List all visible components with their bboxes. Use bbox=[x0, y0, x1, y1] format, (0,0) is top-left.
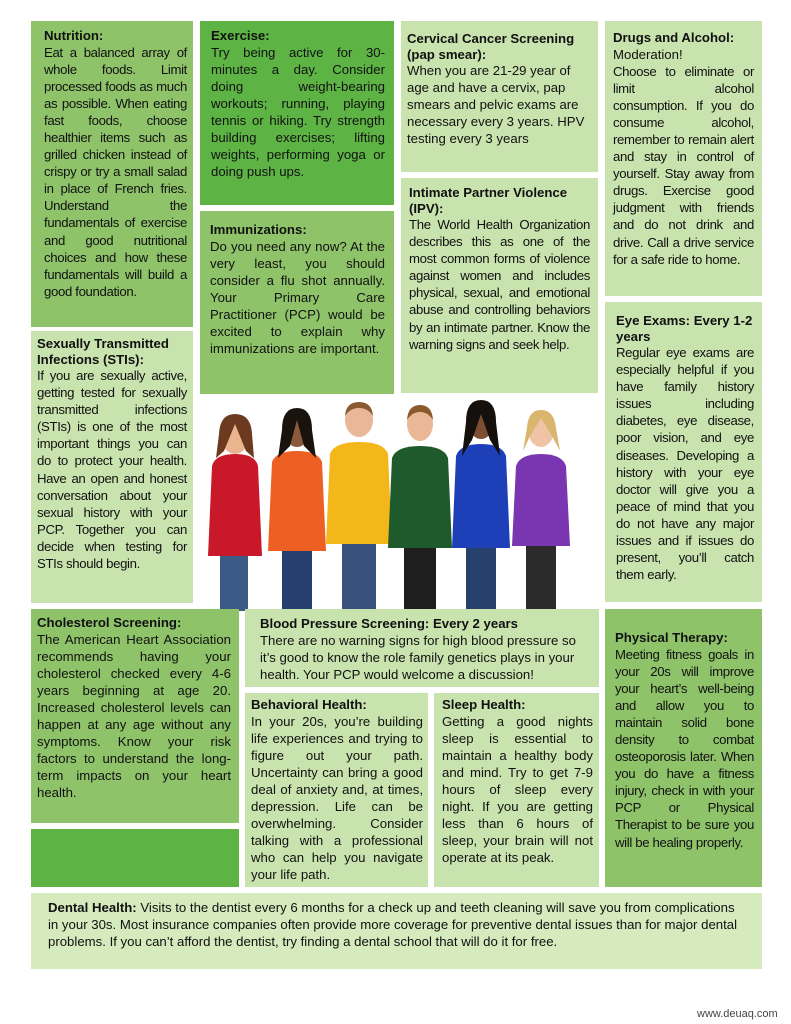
drugs-alcohol-card bbox=[605, 21, 762, 296]
cervical-screening-title: Cervical Cancer Screening (pap smear): bbox=[407, 31, 575, 62]
ipv-body: The World Health Organization describes this as one of the most common forms of violence against women and includes physical, sexual, and emotional abuse and controlling behaviors by an intimate partner. Know the warning signs and seek help. bbox=[409, 217, 590, 352]
physical-therapy-card bbox=[605, 609, 762, 887]
sleep-health-title: Sleep Health: bbox=[442, 697, 526, 712]
dental-health-text bbox=[48, 899, 746, 950]
blood-pressure-body: There are no warning signs for high blood pressure so it’s good to know the role family genetics plays in your health. Your PCP would welcome a discussion! bbox=[260, 632, 576, 682]
blood-pressure-card bbox=[245, 609, 599, 687]
ipv-card bbox=[401, 178, 598, 393]
behavioral-health-body: In your 20s, you’re building life experiences and trying to figure out your path. Uncertainty can bring a good deal of anxiety and, at times, depression. Life can be overwhelming. Consider talking with a professional who can help you navigate your life path. bbox=[251, 713, 423, 883]
behavioral-health-card bbox=[245, 693, 428, 887]
young-adults-illustration bbox=[200, 396, 602, 611]
ipv-title: Intimate Partner Violence (IPV): bbox=[409, 185, 568, 216]
dental-health-body: Visits to the dentist every 6 months for a check up and teeth cleaning will save you from complications in your 30s. Most insurance companies often provide more coverage for preventive dental issues than for major dental problems. If you can’t afford the dentist, try finding a dental school that will do it for free. bbox=[48, 900, 738, 950]
physical-therapy-body: Meeting fitness goals in your 20s will improve your heart’s well-being and allow you to maintain solid bone density to combat osteoporosis later. When you do have a fitness injury, check in with your PCP or Physical Therapist to be sure you will be healing properly. bbox=[615, 646, 754, 850]
person-red bbox=[208, 414, 262, 611]
dental-health-title: Dental Health: bbox=[48, 900, 137, 915]
nutrition-title: Nutrition: bbox=[44, 28, 104, 43]
person-yellow bbox=[326, 402, 392, 611]
cervical-screening-card bbox=[401, 21, 598, 172]
exercise-card bbox=[200, 21, 394, 205]
sleep-health-body: Getting a good nights sleep is essential to maintain a healthy body and mind. Try to get 7-9 hours of sleep every night. If you are getting less than 6 hours of sleep, your brain will not operate at its peak. bbox=[442, 713, 593, 866]
immunizations-title: Immunizations: bbox=[210, 222, 307, 237]
sti-title: Sexually Transmitted Infections (STIs): bbox=[37, 336, 169, 367]
cholesterol-title: Cholesterol Screening: bbox=[37, 615, 182, 630]
sti-card bbox=[31, 331, 193, 603]
nutrition-card bbox=[31, 21, 193, 327]
eye-exams-body: Regular eye exams are especially helpful if you have family history issues including diabetes, eye disease, poor vision, and eye diseases. Developing a history with your eye doctor will give you a peace of mind that you do not have any major issues and if issues do present, you’ll catch them early. bbox=[616, 345, 754, 583]
eye-exams-card bbox=[605, 302, 762, 602]
physical-therapy-title: Physical Therapy: bbox=[615, 630, 728, 645]
exercise-title: Exercise: bbox=[211, 28, 270, 43]
person-orange bbox=[268, 408, 326, 611]
sleep-health-card bbox=[434, 693, 599, 887]
cervical-screening-body: When you are 21-29 year of age and have a cervix, pap smears and pelvic exams are necessary every 3 years. HPV testing every 3 years bbox=[407, 63, 585, 147]
drugs-alcohol-body: Choose to eliminate or limit alcohol consumption. If you do consume alcohol, remember to remain alert and stay in control of yourself. Stay away from drugs. Exercise good judgment with friends and do not drink and drive. Call a drive service for a safe ride to home. bbox=[613, 63, 754, 267]
group-photo bbox=[200, 396, 602, 611]
cholesterol-card bbox=[31, 609, 239, 823]
person-blue bbox=[452, 400, 510, 611]
drugs-alcohol-title: Drugs and Alcohol: bbox=[613, 30, 735, 45]
site-credit: www.deuaq.com bbox=[697, 1008, 778, 1020]
exercise-body: Try being active for 30-minutes a day. Consider doing weight-bearing workouts; running, playing tennis or hiking. Try strength building exercises; lifting weights, performing yoga or doing push ups. bbox=[211, 44, 385, 180]
cholesterol-body: The American Heart Association recommends having your cholesterol checked every 4-6 years beginning at age 20. Increased cholesterol levels can happen at any age without any symptoms. Know your risk factors to understand the long-term impacts on your heart health. bbox=[37, 631, 231, 801]
sti-body: If you are sexually active, getting tested for sexually transmitted infections (STIs) is one of the most important things you can do to protect your health. Have an open and honest conversation about your sexual history with your PCP. Together you can decide when testing for STIs should begin. bbox=[37, 368, 187, 572]
dental-health-card bbox=[31, 893, 762, 969]
person-purple bbox=[512, 410, 570, 611]
immunizations-card bbox=[200, 211, 394, 394]
person-green bbox=[388, 405, 452, 611]
drugs-alcohol-subtitle: Moderation! bbox=[613, 46, 683, 62]
eye-exams-title: Eye Exams: Every 1-2 years bbox=[616, 313, 753, 344]
immunizations-body: Do you need any now? At the very least, you should consider a flu shot annually. Your Primary Care Practitioner (PCP) would be excited to explain why immunizations are important. bbox=[210, 238, 385, 357]
blood-pressure-title: Blood Pressure Screening: Every 2 years bbox=[260, 616, 519, 631]
behavioral-health-title: Behavioral Health: bbox=[251, 697, 367, 712]
decorative-block bbox=[31, 829, 239, 887]
nutrition-body: Eat a balanced array of whole foods. Limit processed foods as much as possible. When eating fast foods, choose healthier items such as grilled chicken instead of crispy or try a small salad in place of French fries. Understand the fundamentals of exercise and good nutritional choices and how these fundamentals will build a good foundation. bbox=[44, 44, 187, 299]
